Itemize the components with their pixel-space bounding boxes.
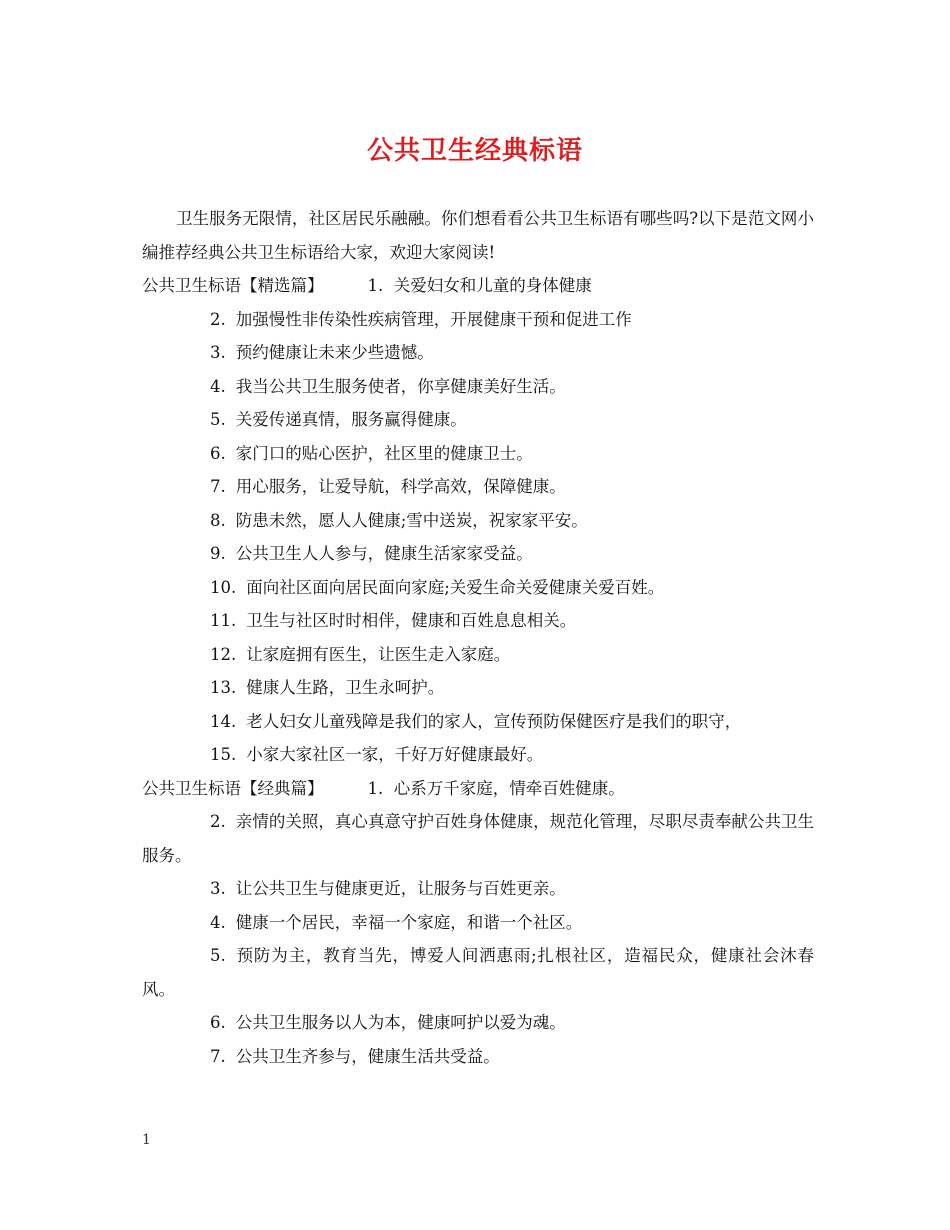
- item-number: 5.: [210, 410, 226, 429]
- item-number: 4.: [210, 912, 226, 932]
- item-number: 2.: [210, 309, 226, 329]
- list-item: [142, 906, 814, 940]
- item-text: 亲情的关照，真心真意守护百姓身体健康，规范化管理，尽职尽责奉献公共卫生服务。: [142, 812, 814, 865]
- list-item: [142, 403, 814, 437]
- item-number: 7.: [210, 1046, 226, 1066]
- list-item: [142, 336, 814, 370]
- item-number: 4.: [210, 376, 226, 396]
- item-number: 13.: [210, 678, 237, 697]
- item-number: 11.: [210, 611, 237, 630]
- document-body: [142, 202, 814, 1073]
- list-item: [142, 705, 814, 739]
- item-number: 14.: [210, 711, 237, 731]
- document-title: 公共卫生经典标语: [366, 136, 583, 166]
- intro-paragraph: 卫生服务无限情，社区居民乐融融。你们想看看公共卫生标语有哪些吗?以下是范文网小编推荐经典公共卫生标语给大家，欢迎大家阅读!: [142, 209, 814, 262]
- item-number: 5.: [210, 946, 226, 965]
- item-text: 用心服务，让爱导航，科学高效，保障健康。: [235, 477, 566, 496]
- item-number: 6.: [210, 443, 226, 463]
- list-item: [142, 537, 814, 571]
- list-item: [142, 303, 814, 337]
- list-item: [142, 470, 814, 504]
- item-text: 小家大家社区一家，千好万好健康最好。: [246, 745, 544, 764]
- list-item: [142, 437, 814, 471]
- item-number: 10.: [210, 577, 237, 597]
- item-text: 防患未然，愿人人健康;雪中送炭，祝家家平安。: [235, 510, 588, 530]
- item-text: 健康一个居民，幸福一个家庭，和谐一个社区。: [235, 912, 583, 932]
- item-text: 公共卫生齐参与，健康生活共受益。: [235, 1046, 500, 1066]
- section-heading: 公共卫生标语【精选篇】: [142, 276, 324, 295]
- item-number: 8.: [210, 510, 226, 530]
- item-number: 3.: [210, 343, 226, 362]
- item-number: 3.: [210, 879, 226, 898]
- item-text: 加强慢性非传染性疾病管理，开展健康干预和促进工作: [235, 309, 632, 329]
- item-number: 9.: [210, 544, 226, 563]
- list-item: [142, 604, 814, 638]
- list-item: [142, 1006, 814, 1040]
- item-text: 关爱传递真情，服务赢得健康。: [235, 410, 467, 429]
- item-number: 2.: [210, 812, 226, 831]
- list-item: [142, 939, 814, 1006]
- item-text: 公共卫生服务以人为本，健康呵护以爱为魂。: [235, 1013, 566, 1032]
- item-text: 心系万千家庭，情牵百姓健康。: [393, 778, 625, 798]
- item-text: 公共卫生人人参与，健康生活家家受益。: [235, 544, 533, 563]
- section-heading-line: [142, 772, 814, 806]
- item-text: 老人妇女儿童残障是我们的家人，宣传预防保健医疗是我们的职守，: [246, 711, 742, 731]
- item-number: 7.: [210, 477, 226, 496]
- item-text: 卫生与社区时时相伴，健康和百姓息息相关。: [246, 611, 577, 630]
- list-item: [142, 805, 814, 872]
- list-item: [142, 504, 814, 538]
- item-text: 家门口的贴心医护，社区里的健康卫士。: [235, 443, 533, 463]
- list-item: [142, 638, 814, 672]
- item-number: 15.: [210, 745, 237, 764]
- list-item: [142, 738, 814, 772]
- list-item: [142, 571, 814, 605]
- list-item: [142, 872, 814, 906]
- section-heading-line: [142, 269, 814, 303]
- list-item: [142, 671, 814, 705]
- item-text: 我当公共卫生服务使者，你享健康美好生活。: [235, 376, 566, 396]
- item-text: 让公共卫生与健康更近，让服务与百姓更亲。: [235, 879, 566, 898]
- list-item: [142, 370, 814, 404]
- item-text: 预防为主，教育当先，博爱人间洒惠雨;扎根社区，造福民众，健康社会沐春风。: [142, 946, 814, 999]
- item-text: 关爱妇女和儿童的身体健康: [393, 276, 592, 295]
- item-text: 健康人生路，卫生永呵护。: [246, 678, 445, 697]
- list-item: [142, 1040, 814, 1074]
- item-text: 预约健康让未来少些遗憾。: [235, 343, 434, 362]
- item-number: 12.: [210, 644, 237, 664]
- item-number: 6.: [210, 1013, 226, 1032]
- item-text: 面向社区面向居民面向家庭;关爱生命关爱健康关爱百姓。: [246, 577, 665, 597]
- item-text: 让家庭拥有医生，让医生走入家庭。: [246, 644, 511, 664]
- page-number: 1: [142, 1132, 151, 1148]
- section-heading: 公共卫生标语【经典篇】: [142, 778, 324, 798]
- item-number: 1.: [367, 778, 384, 798]
- item-number: 1.: [367, 276, 384, 295]
